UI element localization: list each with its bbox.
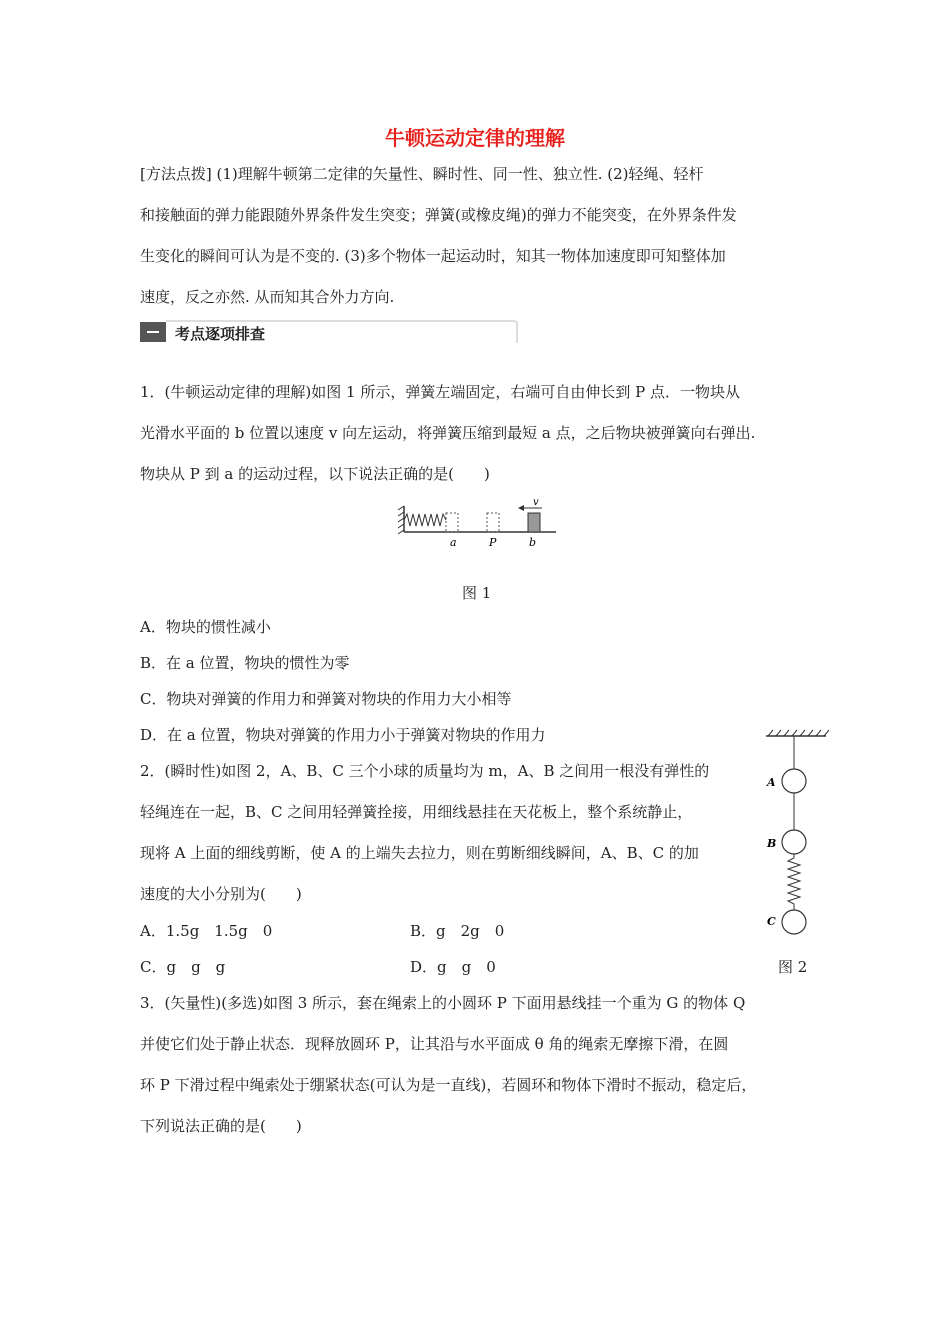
q2-option-a: A．1.5g 1.5g 0: [140, 922, 273, 940]
q1-line-2: 光滑水平面的 b 位置以速度 v 向左运动，将弹簧压缩到最短 a 点，之后物块被弹簧向右弹出.: [140, 424, 756, 442]
q2-line-3: 现将 A 上面的细线剪断，使 A 的上端失去拉力，则在剪断细线瞬间，A、B、C 的加: [140, 844, 699, 862]
method-line-2: 和接触面的弹力能跟随外界条件发生突变；弹簧(或橡皮绳)的弹力不能突变，在外界条件发: [140, 206, 737, 224]
figure-2-caption: 图 2: [778, 958, 808, 976]
q1-option-c: C．物块对弹簧的作用力和弹簧对物块的作用力大小相等: [140, 690, 512, 708]
q2-option-d: D．g g 0: [410, 958, 496, 976]
figure-1-caption: 图 1: [462, 584, 492, 602]
fig2-label-C: C: [767, 915, 776, 928]
section-label: 考点逐项排查: [175, 325, 266, 343]
q3-line-1: 3．(矢量性)(多选)如图 3 所示，套在绳索上的小圆环 P 下面用悬线挂一个重为 G 的物体 Q: [140, 994, 746, 1012]
q1-line-3: 物块从 P 到 a 的运动过程，以下说法正确的是( ): [140, 465, 490, 483]
method-line-1: [方法点拨] (1)理解牛顿第二定律的矢量性、瞬时性、同一性、独立性. (2)轻绳、轻杆: [140, 165, 704, 183]
q1-option-b: B．在 a 位置，物块的惯性为零: [140, 654, 350, 672]
q1-option-d: D．在 a 位置，物块对弹簧的作用力小于弹簧对物块的作用力: [140, 726, 546, 744]
figure-1-spring-diagram: [398, 498, 558, 550]
fig2-label-B: B: [767, 837, 777, 850]
fig1-label-b: b: [529, 536, 537, 549]
q3-line-2: 并使它们处于静止状态．现释放圆环 P，让其沿与水平面成 θ 角的绳索无摩擦下滑，在圆: [140, 1035, 729, 1053]
q2-line-1: 2．(瞬时性)如图 2，A、B、C 三个小球的质量均为 m，A、B 之间用一根没有弹性的: [140, 762, 710, 780]
fig1-label-P: P: [489, 536, 497, 549]
fig1-label-a: a: [450, 536, 457, 549]
fig1-label-v: v: [533, 498, 539, 508]
figure-2-balls-diagram: [762, 728, 832, 943]
method-line-4: 速度，反之亦然. 从而知其合外力方向.: [140, 288, 395, 306]
q3-line-4: 下列说法正确的是( ): [140, 1117, 302, 1135]
q2-line-4: 速度的大小分别为( ): [140, 885, 302, 903]
fig2-label-A: A: [767, 776, 776, 789]
q3-line-3: 环 P 下滑过程中绳索处于绷紧状态(可认为是一直线)，若圆环和物体下滑时不振动，稳定后，: [140, 1076, 757, 1094]
section-header: [140, 320, 518, 344]
section-number-icon: [140, 322, 166, 342]
q1-line-1: 1．(牛顿运动定律的理解)如图 1 所示，弹簧左端固定，右端可自由伸长到 P 点．一物块从: [140, 383, 740, 401]
method-line-3: 生变化的瞬间可认为是不变的. (3)多个物体一起运动时，知其一物体加速度即可知整体加: [140, 247, 726, 265]
q2-option-c: C．g g g: [140, 958, 226, 976]
q2-line-2: 轻绳连在一起，B、C 之间用轻弹簧拴接，用细线悬挂在天花板上，整个系统静止，: [140, 803, 693, 821]
q1-option-a: A．物块的惯性减小: [140, 618, 271, 636]
page-title: 牛顿运动定律的理解: [385, 126, 565, 150]
q2-option-b: B．g 2g 0: [410, 922, 505, 940]
